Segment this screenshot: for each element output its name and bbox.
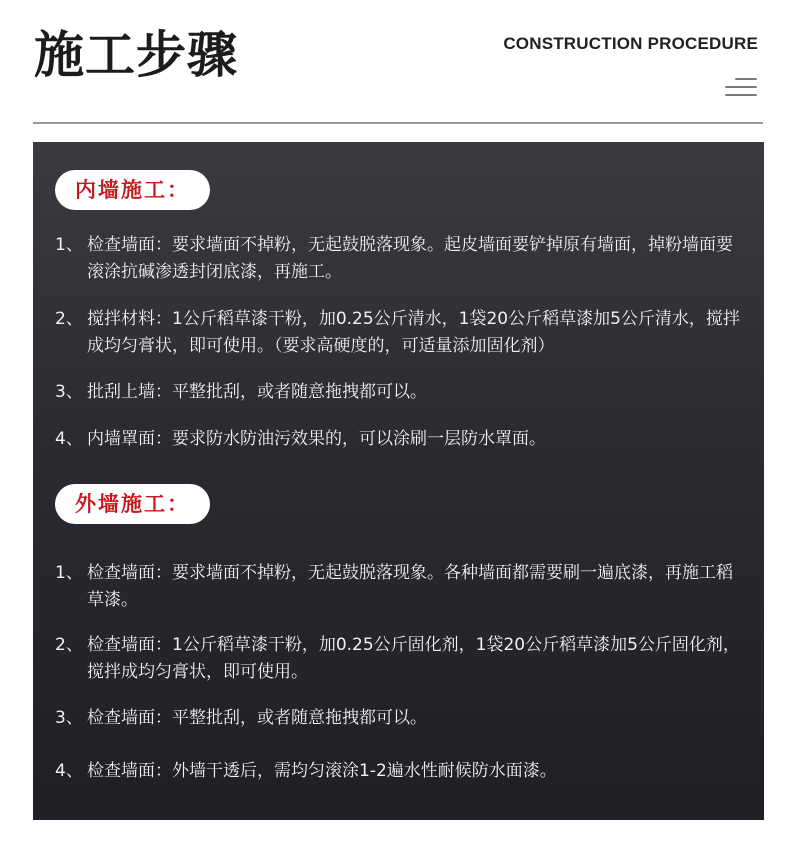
menu-line	[735, 78, 757, 80]
step-number: 3、	[55, 708, 83, 728]
step-text: 检查墙面：外墙干透后，需均匀滚涂1-2遍水性耐候防水面漆。	[87, 761, 557, 781]
step-text: 内墙罩面：要求防水防油污效果的，可以涂刷一层防水罩面。	[87, 429, 546, 449]
step-number: 4、	[55, 429, 83, 449]
step-number: 3、	[55, 382, 83, 402]
step-text: 检查墙面：1公斤稻草漆干粉，加0.25公斤固化剂，1袋20公斤稻草漆加5公斤固化剂，搅拌成均匀膏状，即可使用。	[87, 635, 740, 682]
step-number: 2、	[55, 309, 83, 329]
interior-step-2	[55, 306, 745, 360]
step-text: 检查墙面：平整批刮，或者随意拖拽都可以。	[87, 708, 427, 728]
exterior-step-3	[55, 705, 745, 732]
interior-step-4	[55, 426, 745, 453]
step-text: 检查墙面：要求墙面不掉粉，无起鼓脱落现象。起皮墙面要铲掉原有墙面，掉粉墙面要滚涂抗碱渗透封闭底漆，再施工。	[87, 235, 733, 282]
exterior-heading-badge: 外墙施工：	[55, 484, 210, 524]
page-subtitle: CONSTRUCTION PROCEDURE	[503, 34, 758, 53]
hamburger-menu-icon[interactable]	[725, 78, 757, 98]
page-title: 施工步骤	[34, 26, 238, 84]
exterior-step-2	[55, 632, 745, 686]
step-number: 1、	[55, 235, 83, 255]
menu-line	[725, 94, 757, 96]
menu-line	[725, 86, 757, 88]
interior-step-1	[55, 232, 745, 286]
exterior-step-1	[55, 560, 745, 614]
header-divider	[33, 122, 763, 124]
procedure-panel	[33, 142, 764, 820]
step-text: 搅拌材料：1公斤稻草漆干粉，加0.25公斤清水，1袋20公斤稻草漆加5公斤清水，搅拌成均匀膏状，即可使用。（要求高硬度的，可适量添加固化剂）	[87, 309, 740, 356]
step-number: 1、	[55, 563, 83, 583]
step-number: 4、	[55, 761, 83, 781]
interior-step-3	[55, 379, 745, 406]
exterior-step-4	[55, 758, 745, 785]
step-text: 检查墙面：要求墙面不掉粉，无起鼓脱落现象。各种墙面都需要刷一遍底漆，再施工稻草漆。	[87, 563, 733, 610]
interior-heading-badge: 内墙施工：	[55, 170, 210, 210]
step-text: 批刮上墙：平整批刮，或者随意拖拽都可以。	[87, 382, 427, 402]
step-number: 2、	[55, 635, 83, 655]
